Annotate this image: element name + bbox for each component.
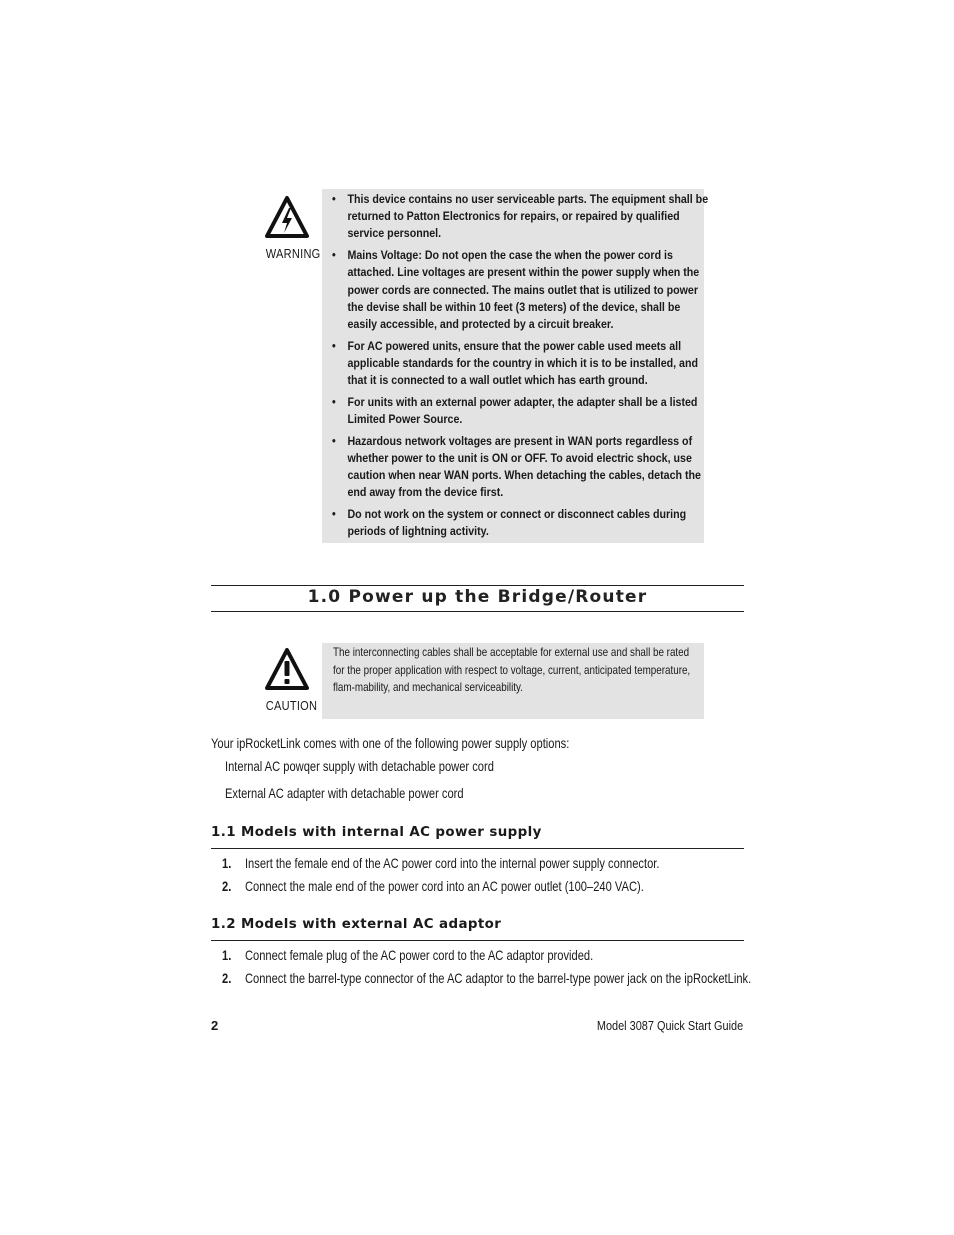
step-number: 1. — [222, 948, 232, 963]
power-option: Internal AC powqer supply with detachable power cord — [225, 759, 494, 774]
subsection-rule — [211, 940, 744, 941]
caution-label: CAUTION — [265, 698, 318, 713]
step-item — [222, 970, 751, 988]
step-text: Connect the barrel-type connector of the AC adaptor to the barrel-type power jack on the ipRocketLink. — [244, 971, 752, 986]
intro-lead: Your ipRocketLink comes with one of the following power supply options: — [211, 736, 570, 751]
step-number: 2. — [222, 879, 232, 894]
step-text: Connect female plug of the AC power cord to the AC adaptor provided. — [244, 948, 594, 963]
caution-box — [322, 643, 704, 719]
section-rule-bottom — [211, 611, 744, 612]
step-number: 1. — [222, 856, 232, 871]
warning-item: • Hazardous network voltages are present in WAN ports regardless of whether power to the unit is ON or OFF. To avoid electric shock, use caution when near WAN ports. When detaching the cables, detach the end away from the device first. — [332, 433, 713, 502]
warning-box — [322, 189, 709, 543]
caution-text: The interconnecting cables shall be acceptable for external use and shall be rated for the proper application with respect to voltage, current, anticipated temperature, flam-mability, and mechanical serviceability. — [333, 645, 691, 695]
step-number: 2. — [222, 971, 232, 986]
warning-callout-icon-group — [262, 195, 321, 261]
warning-item: • For AC powered units, ensure that the power cable used meets all applicable standards for the country in which it is to be installed, and that it is connected to a wall outlet which has earth ground. — [332, 338, 713, 390]
step-item — [222, 878, 644, 896]
caution-callout-icon-group — [262, 647, 318, 713]
section-title: 1.0 Power up the Bridge/Router — [307, 587, 648, 607]
step-text: Insert the female end of the AC power cord into the internal power supply connector. — [244, 856, 660, 871]
warning-item: • Mains Voltage: Do not open the case the when the power cord is attached. Line voltages are present within the power supply when the power cords are connected. The mains outlet that is utilized to power the devise shall be within 10 feet (3 meters) of the device, shall be easily accessible, and protected by a circuit breaker. — [332, 247, 713, 333]
step-text: Connect the male end of the power cord into an AC power outlet (100–240 VAC). — [244, 879, 644, 894]
step-item — [222, 947, 593, 965]
exclamation-triangle-icon — [264, 647, 310, 691]
subsection-rule — [211, 848, 744, 849]
warning-item: • Do not work on the system or connect or disconnect cables during periods of lightning activity. — [332, 506, 713, 540]
lightning-triangle-icon — [264, 195, 310, 239]
warning-item: • This device contains no user serviceable parts. The equipment shall be returned to Patton Electronics for repairs, or repaired by qualified service personnel. — [332, 191, 713, 243]
document-title: Model 3087 Quick Start Guide — [596, 1018, 743, 1033]
warning-item: • For units with an external power adapter, the adapter shall be a listed Limited Power Source. — [332, 394, 713, 428]
subsection-title-internal: 1.1 Models with internal AC power supply — [211, 825, 542, 840]
warning-list — [332, 191, 709, 540]
power-option: External AC adapter with detachable power cord — [225, 786, 464, 801]
subsection-title-external: 1.2 Models with external AC adaptor — [211, 917, 502, 932]
page-number: 2 — [211, 1018, 219, 1033]
warning-label: WARNING — [265, 246, 321, 261]
step-item — [222, 855, 659, 873]
